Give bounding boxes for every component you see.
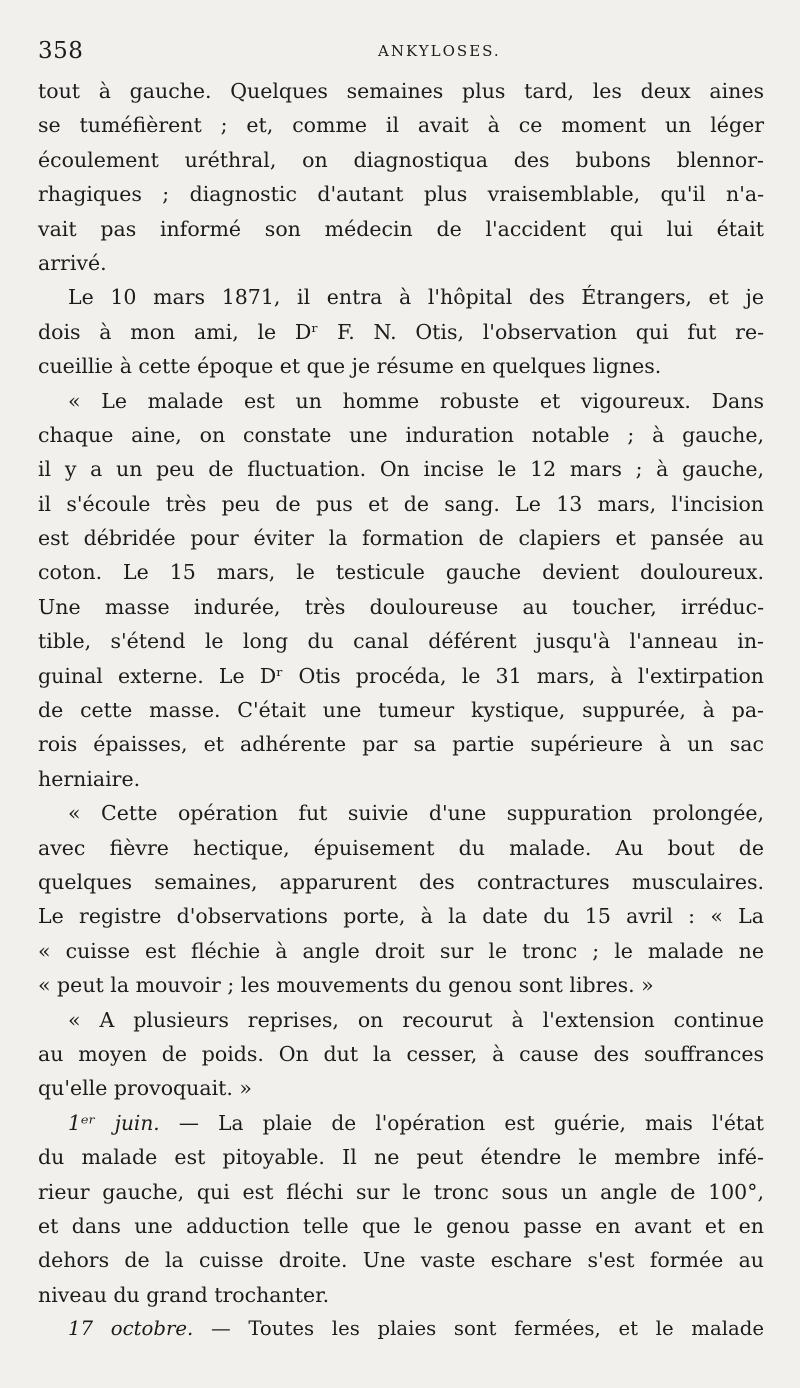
entry-date-label: 17 octobre.	[68, 1317, 194, 1341]
line-text: « Le malade est un homme robuste et vigoureux. Dans	[68, 388, 764, 413]
text-line	[38, 418, 764, 452]
line-text: chaque aine, on constate une induration notable ; à gauche,	[38, 422, 764, 447]
line-text: du malade est pitoyable. Il ne peut étendre le membre infé-	[38, 1145, 764, 1170]
line-text: « peut la mouvoir ; les mouvements du genou sont libres. »	[38, 973, 654, 998]
text-line	[38, 727, 764, 761]
text-line	[38, 1312, 764, 1346]
page-number: 358	[38, 38, 84, 64]
text-line	[38, 899, 764, 933]
text-line	[38, 1140, 764, 1174]
text-line	[38, 280, 764, 314]
text-line	[38, 1175, 764, 1209]
line-text: rieur gauche, qui est fléchi sur le tronc sous un angle de 100°,	[38, 1179, 764, 1204]
line-text: Le 10 mars 1871, il entra à l'hôpital des Étrangers, et je	[68, 285, 764, 310]
line-text: herniaire.	[38, 766, 141, 791]
line-text: « cuisse est fléchie à angle droit sur le tronc ; le malade ne	[38, 938, 764, 963]
line-text: rois épaisses, et adhérente par sa partie supérieure à un sac	[38, 732, 764, 757]
text-line	[38, 212, 764, 246]
text-line	[38, 177, 764, 211]
line-text: au moyen de poids. On dut la cesser, à cause des souffrances	[38, 1041, 764, 1066]
line-text: « Cette opération fut suivie d'une suppuration prolongée,	[68, 801, 764, 826]
text-line	[38, 1037, 764, 1071]
text-line	[38, 968, 764, 1002]
text-line	[38, 1243, 764, 1277]
line-text: de cette masse. C'était une tumeur kystique, suppurée, à pa-	[38, 698, 764, 723]
text-line	[38, 831, 764, 865]
text-line	[38, 521, 764, 555]
text-line	[38, 246, 764, 280]
line-text: écoulement uréthral, on diagnostiqua des bubons blennor-	[38, 147, 764, 172]
line-text: se tuméfièrent ; et, comme il avait à ce moment un léger	[38, 113, 764, 138]
line-text: « A plusieurs reprises, on recourut à l'extension continue	[68, 1007, 764, 1032]
text-line	[38, 315, 764, 349]
text-line	[38, 143, 764, 177]
line-text: Une masse indurée, très douloureuse au toucher, irréduc-	[38, 594, 764, 619]
text-line	[38, 796, 764, 830]
line-text: tible, s'étend le long du canal déférent jusqu'à l'anneau in-	[38, 629, 764, 654]
line-text: est débridée pour éviter la formation de clapiers et pansée au	[38, 526, 764, 551]
text-line	[38, 452, 764, 486]
line-text: Le registre d'observations porte, à la date du 15 avril : « La	[38, 904, 764, 929]
text-line	[38, 1209, 764, 1243]
text-line	[38, 555, 764, 589]
line-text: rhagiques ; diagnostic d'autant plus vraisemblable, qu'il n'a-	[38, 182, 764, 207]
body-text	[38, 74, 764, 1346]
line-text: arrivé.	[38, 250, 107, 275]
line-text: — Toutes les plaies sont fermées, et le malade	[193, 1317, 764, 1341]
text-line	[38, 487, 764, 521]
line-text: et dans une adduction telle que le genou passe en avant et en	[38, 1213, 764, 1238]
line-text: avec fièvre hectique, épuisement du malade. Au bout de	[38, 835, 764, 860]
line-text: coton. Le 15 mars, le testicule gauche devient douloureux.	[38, 560, 764, 585]
text-line	[38, 762, 764, 796]
text-line	[38, 934, 764, 968]
text-line	[38, 384, 764, 418]
text-line	[38, 1106, 764, 1140]
text-line	[38, 74, 764, 108]
entry-date-label: 1ᵉʳ juin.	[68, 1110, 160, 1135]
text-line	[38, 349, 764, 383]
line-text: niveau du grand trochanter.	[38, 1282, 330, 1307]
line-text: cueillie à cette époque et que je résume en quelques lignes.	[38, 354, 662, 379]
page-header	[38, 38, 758, 68]
text-line	[38, 590, 764, 624]
running-title: ANKYLOSES.	[378, 42, 501, 60]
line-text: dois à mon ami, le Dʳ F. N. Otis, l'observation qui fut re-	[38, 319, 764, 344]
text-line	[38, 1071, 764, 1105]
text-line	[38, 693, 764, 727]
text-line	[38, 624, 764, 658]
line-text: il y a un peu de fluctuation. On incise le 12 mars ; à gauche,	[38, 457, 764, 482]
text-line	[38, 1278, 764, 1312]
text-line	[38, 865, 764, 899]
line-text: guinal externe. Le Dʳ Otis procéda, le 31 mars, à l'extirpation	[38, 663, 764, 688]
line-text: quelques semaines, apparurent des contractures musculaires.	[38, 869, 764, 894]
text-line	[38, 1003, 764, 1037]
line-text: qu'elle provoquait. »	[38, 1076, 252, 1101]
line-text: il s'écoule très peu de pus et de sang. Le 13 mars, l'incision	[38, 491, 764, 516]
text-line	[38, 659, 764, 693]
line-text: dehors de la cuisse droite. Une vaste eschare s'est formée au	[38, 1248, 764, 1273]
line-text: — La plaie de l'opération est guérie, mais l'état	[159, 1110, 764, 1135]
line-text: vait pas informé son médecin de l'accident qui lui était	[38, 216, 764, 241]
text-line	[38, 108, 764, 142]
line-text: tout à gauche. Quelques semaines plus tard, les deux aines	[38, 79, 764, 103]
